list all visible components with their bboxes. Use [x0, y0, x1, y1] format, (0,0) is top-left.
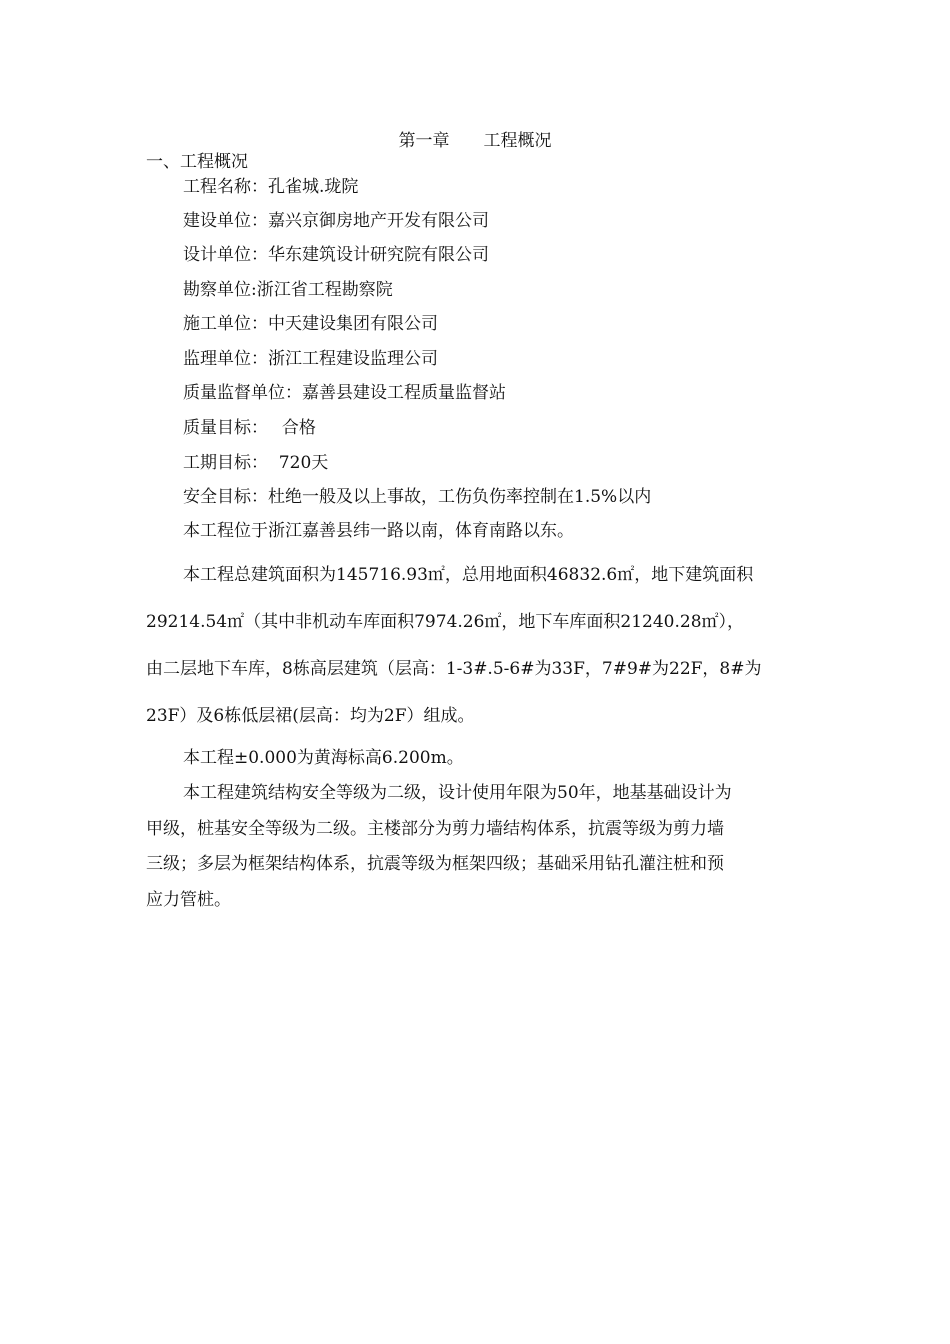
- section-heading: 一、工程概况: [146, 152, 248, 172]
- structure-paragraph-line: 甲级，桩基安全等级为二级。主楼部分为剪力墙结构体系，抗震等级为剪力墙: [146, 819, 724, 839]
- area-paragraph-line: 23F）及6栋低层裙(层高：均为2F）组成。: [146, 706, 475, 726]
- area-paragraph-line: 29214.54㎡（其中非机动车库面积7974.26㎡，地下车库面积21240.28㎡），: [146, 612, 745, 632]
- chapter-title: 第一章 工程概况: [398, 131, 552, 151]
- structure-paragraph-line: 本工程建筑结构安全等级为二级，设计使用年限为50年，地基基础设计为: [183, 783, 732, 803]
- quality-supervision-line: 质量监督单位：嘉善县建设工程质量监督站: [183, 383, 506, 403]
- structure-paragraph-line: 应力管桩。: [146, 890, 231, 910]
- quality-goal-line: 质量目标： 合格: [183, 418, 316, 438]
- elevation-line: 本工程±0.000为黄海标高6.200m。: [183, 748, 464, 768]
- structure-paragraph-line: 三级；多层为框架结构体系，抗震等级为框架四级；基础采用钻孔灌注桩和预: [146, 854, 724, 874]
- developer-line: 建设单位：嘉兴京御房地产开发有限公司: [183, 211, 489, 231]
- safety-goal-line: 安全目标：杜绝一般及以上事故，工伤负伤率控制在1.5%以内: [183, 487, 652, 507]
- schedule-goal-line: 工期目标： 720天: [183, 453, 329, 473]
- designer-line: 设计单位：华东建筑设计研究院有限公司: [183, 245, 489, 265]
- contractor-line: 施工单位：中天建设集团有限公司: [183, 314, 438, 334]
- project-name-line: 工程名称：孔雀城.珑院: [183, 177, 359, 197]
- area-paragraph-line: 本工程总建筑面积为145716.93㎡，总用地面积46832.6㎡，地下建筑面积: [183, 565, 754, 585]
- area-paragraph-line: 由二层地下车库，8栋高层建筑（层高：1-3#.5-6#为33F，7#9#为22F，8#为: [146, 659, 762, 679]
- location-line: 本工程位于浙江嘉善县纬一路以南，体育南路以东。: [183, 521, 574, 541]
- surveyor-line: 勘察单位:浙江省工程勘察院: [183, 280, 393, 300]
- supervisor-line: 监理单位：浙江工程建设监理公司: [183, 349, 438, 369]
